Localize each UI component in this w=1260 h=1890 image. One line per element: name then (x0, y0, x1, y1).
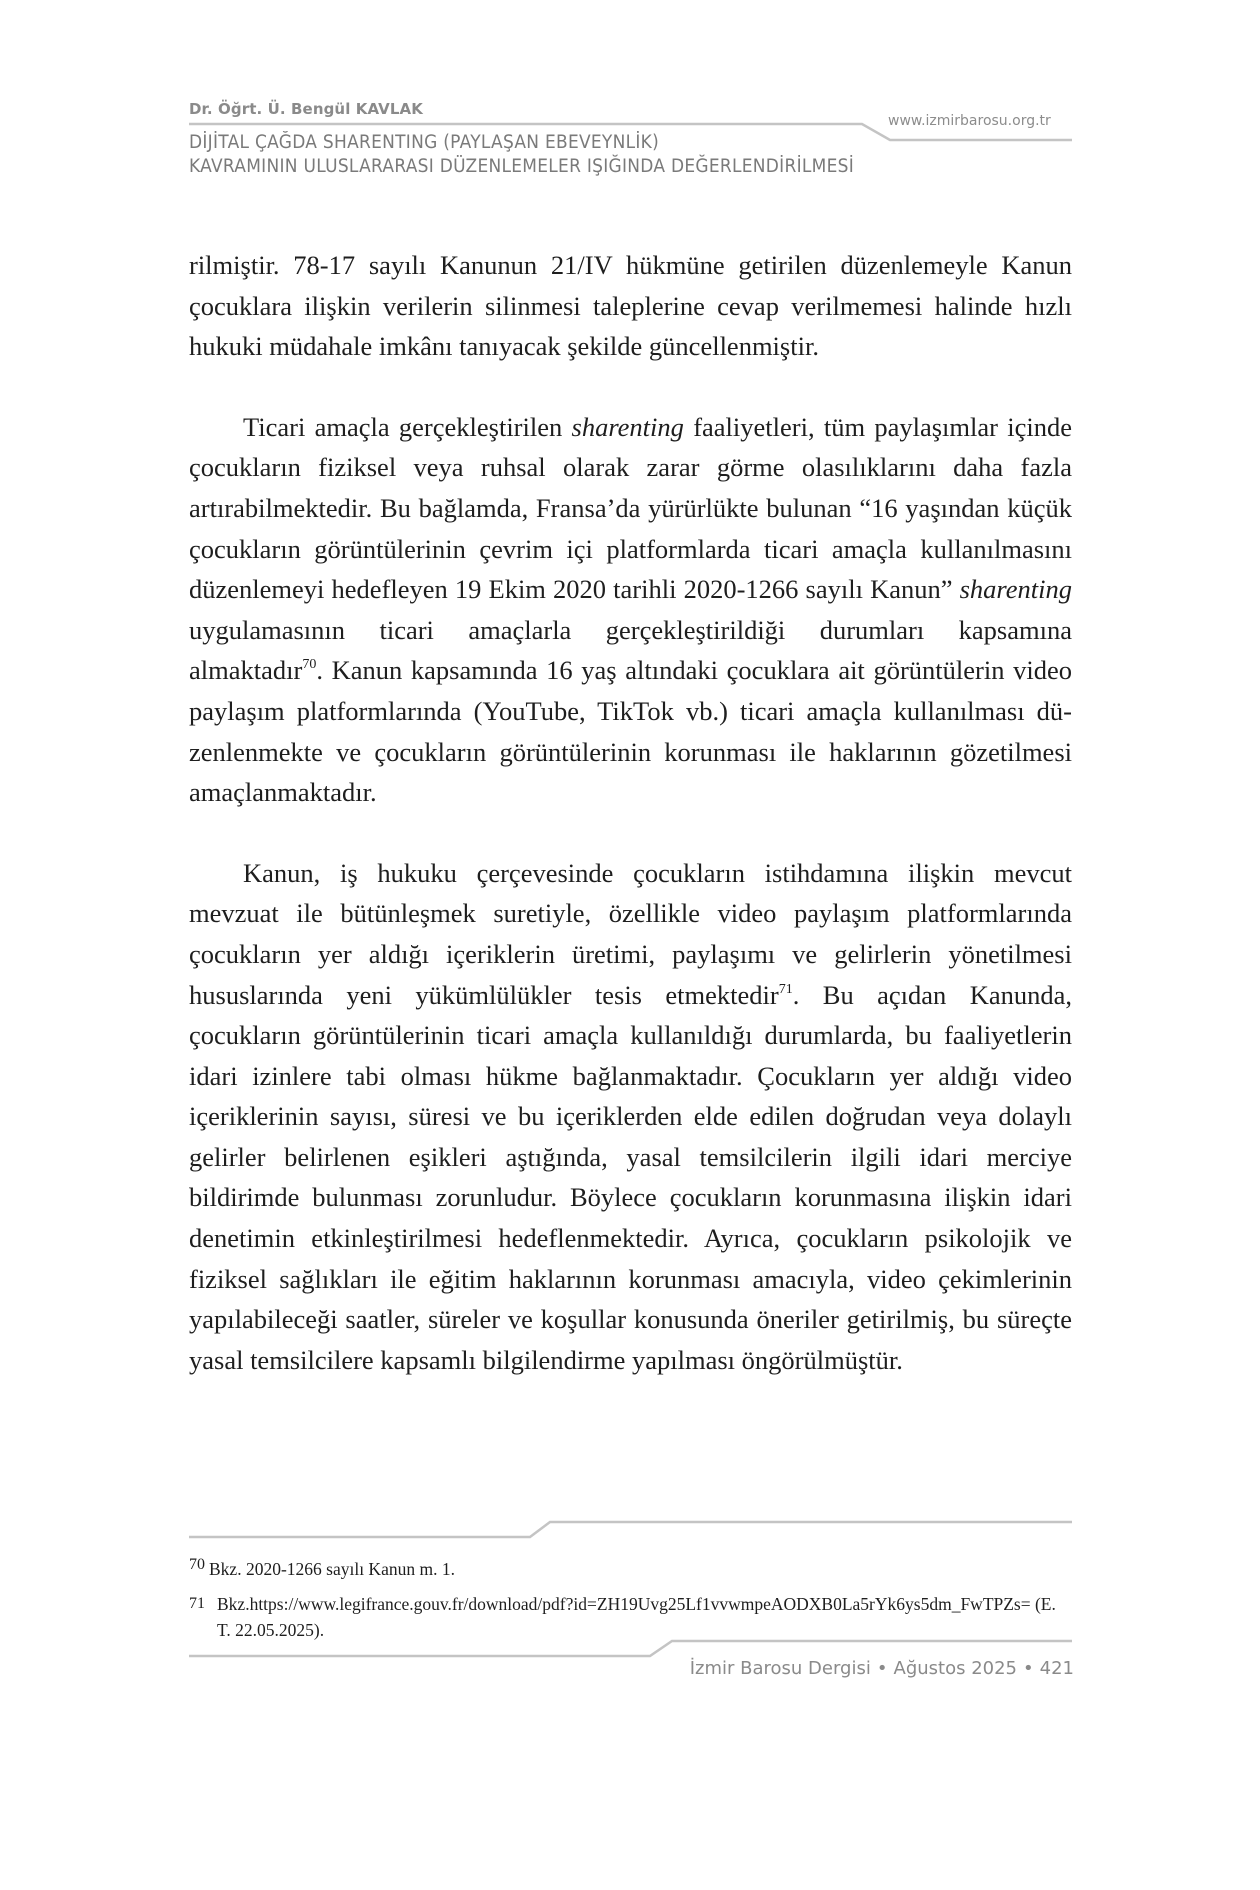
journal-name: İzmir Barosu Dergisi (689, 1658, 871, 1679)
paragraph-2-text-d: . Kanun kapsamında 16 yaş altındaki çocuklara ait görüntülerin video paylaşım platformlarında (YouTube, TikTok vb.) ticari amaçla kullanılması düzenlenmekte ve çocukların görüntülerinin korunması ile haklarının gözetilmesi amaçlanmaktadır. (189, 655, 1072, 808)
article-title-line-2: KAVRAMININ ULUSLARARASI DÜZENLEMELER IŞIĞINDA DEĞERLENDİRİLMESİ (189, 156, 855, 177)
emphasis-sharenting: sharenting (571, 411, 684, 442)
bullet-separator: • (876, 1658, 888, 1679)
footnote-link-text[interactable]: Bkz.https://www.legifrance.gouv.fr/download/pdf?id=ZH19Uvg25Lf1vvwmpeAODXB0La5rYk6ys5dm_FwTPZs= (E.T. 22.05.2025). (217, 1594, 1056, 1640)
article-running-title (189, 131, 854, 179)
paragraph-2-text-a: Ticari amaçla gerçekleştirilen (243, 411, 572, 442)
footnote-70 (189, 1552, 1074, 1582)
page-number: 421 (1039, 1658, 1074, 1679)
emphasis-sharenting: sharenting (959, 574, 1072, 605)
footnote-number: 70 (189, 1556, 205, 1573)
paragraph-3-text-a: Kanun, iş hukuku çerçevesinde çocukların istihdamına ilişkin mevcut mevzuat ile bütünleşmek suretiyle, özellikle video paylaşım platformlarında çocukların yer aldığı içeriklerin üretimi, paylaşımı ve gelirlerin yönetilmesi hususlarında yeni yükümlülükler tesis etmektedir (189, 857, 1072, 1010)
footnotes (189, 1552, 1074, 1643)
footnote-ref-70[interactable]: 70 (302, 657, 317, 673)
bullet-separator: • (1023, 1658, 1034, 1679)
article-title-line-1: DİJİTAL ÇAĞDA SHARENTING (PAYLAŞAN EBEVEYNLİK) (189, 132, 660, 153)
footnote-ref-71[interactable]: 71 (778, 981, 793, 997)
footnote-separator-rule (189, 1522, 1072, 1537)
footnote-71 (189, 1591, 1074, 1643)
paragraph-1: rilmiştir. 78-17 sayılı Kanunun 21/IV hükmüne getirilen düzenlemeyle Kanun çocuklara ilişkin verilerin silinmesi taleplerine cevap verilmemesi halinde hızlı hukuki müdahale imkânı tanıyacak şekilde güncellenmiştir. (189, 250, 1072, 362)
footnote-number: 71 (189, 1595, 205, 1612)
article-body (189, 245, 1072, 1380)
footnote-text: Bkz. 2020-1266 sayılı Kanun m. 1. (209, 1559, 455, 1579)
page-footer (670, 1658, 1074, 1679)
paragraph-3 (189, 853, 1072, 1381)
author-name: Dr. Öğrt. Ü. Bengül KAVLAK (189, 100, 423, 118)
paragraph-3-text-b: . Bu açıdan Kanunda, çocukların görüntülerinin ticari amaçla kullanıldığı durumlarda, bu faaliyetlerin idari izinlere tabi olması hükme bağlanmaktadır. Çocukların yer aldığı video içeriklerinin sayısı, süresi ve bu içeriklerden elde edilen doğrudan veya dolaylı gelirler belirlenen eşikleri aştığında, yasal temsilcilerin ilgili idari merciye bildirimde bulunması zorunludur. Böylece çocukların korunmasına ilişkin idari denetimin etkinleştirilmesi hedeflenmektedir. Ayrıca, çocukların psikolojik ve fiziksel sağlıkları ile eğitim haklarının korunması amacıyla, video çekimlerinin yapılabileceği saatler, süreler ve koşullar konusunda öneriler getirilmiş, bu süreçte yasal temsilcilere kapsamlı bilgilendirme yapılması öngörülmüştür. (189, 979, 1072, 1375)
footer-rule (189, 1641, 1072, 1656)
paragraph-2-text-c: uygulamasının ticari amaçlarla gerçekleştirildiği durumları kapsamına almaktadır (189, 614, 1072, 686)
issue-date: Ağustos 2025 (893, 1658, 1018, 1679)
paragraph-2 (189, 407, 1072, 813)
website-url[interactable]: www.izmirbarosu.org.tr (888, 113, 1051, 129)
paragraph-2-text-b: faaliyetleri, tüm paylaşımlar içinde çocukların fiziksel veya ruhsal olarak zarar görme olasılıklarını daha fazla artırabilmektedir. Bu bağlamda, Fransa’da yürürlükte bulunan “16 yaşından küçük çocukların görüntülerinin çevrim içi platformlarda ticari amaçla kullanılmasını düzenlemeyi hedefleyen 19 Ekim 2020 tarihli 2020-1266 sayılı Kanun” (189, 411, 1073, 605)
